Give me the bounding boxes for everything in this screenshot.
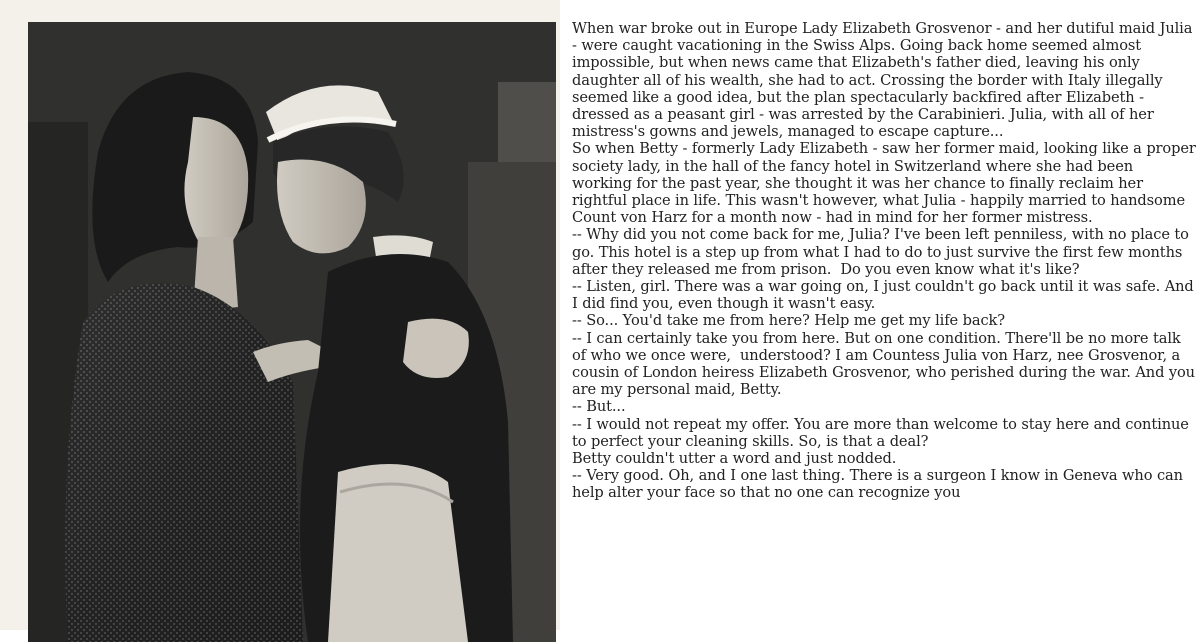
- story-paragraph: -- So... You'd take me from here? Help me get my life back?: [572, 312, 1006, 330]
- story-paragraph: So when Betty - formerly Lady Elizabeth - saw her former maid, looking like a proper society lady, in the hall of the fancy hotel in Switzerland where she had been working for the past year, she thought it was her chance to finally reclaim her rightful place in life. This wasn't however, what Julia - happily married to handsome Count von Harz for a month now - had in mind for her former mistress.: [572, 140, 1200, 227]
- photo-illustration: [28, 22, 556, 642]
- story-paragraph: Betty couldn't utter a word and just nodded.: [572, 450, 897, 468]
- story-paragraph: -- But...: [572, 398, 626, 416]
- story-text: [572, 20, 1200, 630]
- story-paragraph: -- I can certainly take you from here. But on one condition. There'll be no more talk of who we once were, understood? I am Countess Julia von Harz, nee Grosvenor, a cousin of London heiress Elizabeth Grosvenor, who perished during the war. And you are my personal maid, Betty.: [572, 329, 1200, 399]
- story-paragraph: -- Why did you not come back for me, Julia? I've been left penniless, with no place to go. This hotel is a step up from what I had to do to just survive the first few months after they released me from prison. Do you even know what it's like?: [572, 226, 1194, 278]
- photo-frame: [0, 0, 560, 630]
- story-paragraph: When war broke out in Europe Lady Elizabeth Grosvenor - and her dutiful maid Julia - were caught vacationing in the Swiss Alps. Going back home seemed almost impossible, but when news came that Elizabeth's father died, leaving his only daughter all of his wealth, she had to act. Crossing the border with Italy illegally seemed like a good idea, but the plan spectacularly backfired after Elizabeth - dressed as a peasant girl - was arrested by the Carabinieri. Julia, with all of her mistress's gowns and jewels, managed to escape capture...: [572, 20, 1197, 141]
- story-paragraph: -- I would not repeat my offer. You are more than welcome to stay here and continue to perfect your cleaning skills. So, is that a deal?: [572, 415, 1194, 450]
- story-paragraph: -- Listen, girl. There was a war going on, I just couldn't go back until it was safe. And I did find you, even though it wasn't easy.: [572, 278, 1199, 313]
- vintage-photo: [28, 22, 556, 642]
- story-paragraph: -- Very good. Oh, and I one last thing. There is a surgeon I know in Geneva who can help alter your face so that no one can recognize you: [572, 467, 1188, 502]
